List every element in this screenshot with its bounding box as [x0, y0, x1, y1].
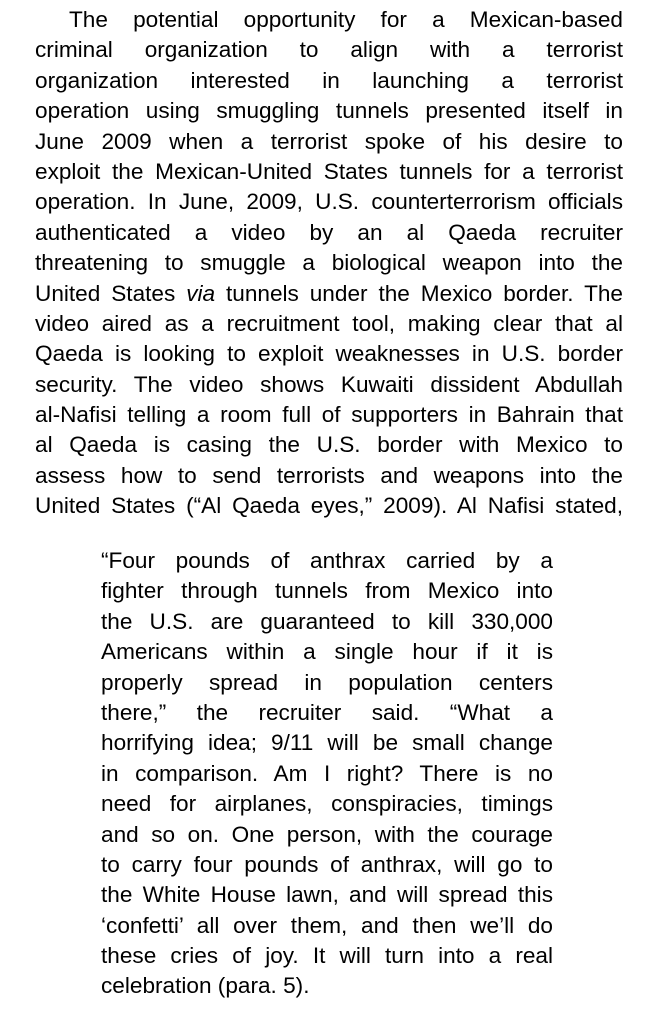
quote-line: the White House lawn, and will spread this [101, 882, 553, 908]
quote-line: fighter through tunnels from Mexico into [101, 578, 553, 604]
paragraph-line: exploit the Mexican-United States tunnels for a terrorist [35, 158, 623, 184]
body-paragraph [35, 5, 623, 522]
quote-line: in comparison. Am I right? There is no [101, 760, 553, 786]
paragraph-line: threatening to smuggle a biological weapon into the [35, 250, 623, 276]
paragraph-line: video aired as a recruitment tool, making clear that al [35, 310, 623, 336]
paragraph-line: security. The video shows Kuwaiti dissident Abdullah [35, 371, 623, 397]
paragraph-line: criminal organization to align with a terrorist [35, 37, 623, 63]
quote-line: horrifying idea; 9/11 will be small change [101, 730, 553, 756]
italic-word: via [186, 280, 216, 306]
quote-line: “Four pounds of anthrax carried by a [101, 548, 553, 573]
paragraph-line: The potential opportunity for a Mexican-based [69, 7, 623, 32]
paragraph-line-end: tunnels under the Mexico border. The [215, 280, 623, 306]
paragraph-line: Qaeda is looking to exploit weaknesses in U.S. border [35, 341, 623, 367]
paragraph-line-start: United States [35, 280, 187, 306]
block-quote [101, 546, 553, 1002]
paragraph-line: June 2009 when a terrorist spoke of his desire to [35, 128, 623, 154]
quote-line: need for airplanes, conspiracies, timings [101, 791, 553, 817]
paragraph-line: al-Nafisi telling a room full of supporters in Bahrain that [35, 402, 623, 428]
quote-line: there,” the recruiter said. “What a [101, 699, 553, 725]
quote-line: and so on. One person, with the courage [101, 821, 553, 847]
paragraph-line: United States (“Al Qaeda eyes,” 2009). Al Nafisi stated, [35, 493, 623, 519]
paragraph-line: assess how to send terrorists and weapons into the [35, 462, 623, 488]
paragraph-line [35, 279, 623, 309]
quote-line: properly spread in population centers [101, 669, 553, 695]
quote-line: ‘confetti’ all over them, and then we’ll do [101, 912, 553, 938]
quote-line: the U.S. are guaranteed to kill 330,000 [101, 608, 553, 634]
paragraph-line: authenticated a video by an al Qaeda recruiter [35, 219, 623, 245]
paragraph-line: operation using smuggling tunnels presented itself in [35, 98, 623, 124]
quote-line: Americans within a single hour if it is [101, 639, 553, 665]
paragraph-line: organization interested in launching a terrorist [35, 67, 623, 93]
paragraph-line: al Qaeda is casing the U.S. border with Mexico to [35, 432, 623, 458]
quote-line: celebration (para. 5). [101, 973, 310, 999]
quote-line: to carry four pounds of anthrax, will go to [101, 851, 553, 877]
paragraph-line: operation. In June, 2009, U.S. counterterrorism officials [35, 189, 623, 215]
quote-line: these cries of joy. It will turn into a real [101, 943, 553, 969]
